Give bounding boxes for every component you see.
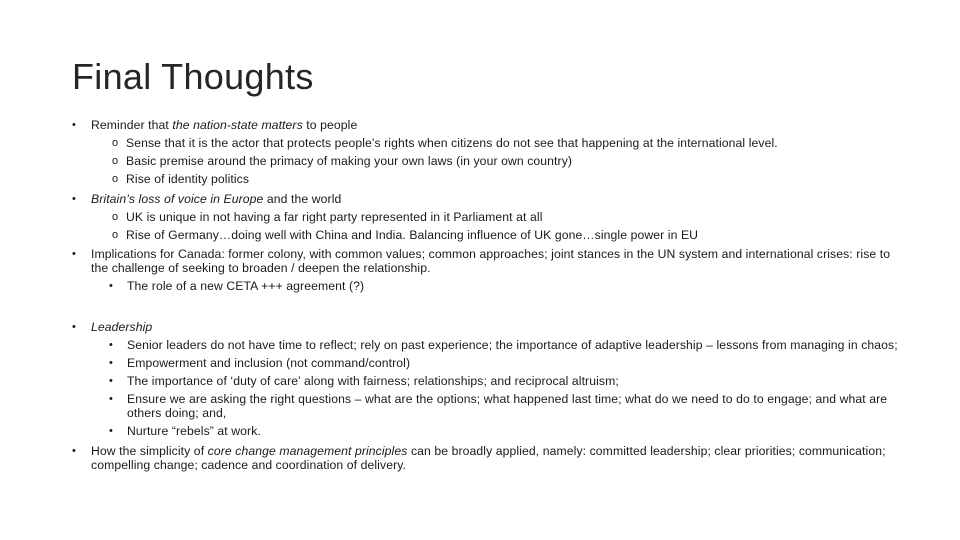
bullet-britain: [72, 192, 902, 206]
bullet-dot-icon: •: [109, 393, 113, 405]
sub-bullet-icon: o: [112, 229, 119, 241]
bullet-text-emphasis: the nation-state matters: [172, 118, 303, 132]
bullet-dot-icon: •: [72, 445, 76, 457]
bullet-text-post: to people: [302, 118, 358, 132]
slide-body: [72, 118, 902, 472]
bullet-text-post: and the world: [263, 192, 342, 206]
slide-title: Final Thoughts: [72, 56, 314, 97]
sub-bullet-text: Rise of Germany…doing well with China and India. Balancing influence of UK gone…single power in EU: [126, 228, 699, 242]
bullet-nation-state: [72, 118, 902, 132]
sub-bullet: [72, 136, 902, 150]
bullet-text-emphasis: Britain’s loss of voice in Europe: [91, 192, 264, 206]
bullet-text-post: can be broadly applied, namely: committed leadership; clear priorities; communication; compelling change; cadence and coordination of delivery.: [91, 444, 886, 472]
bullet-text-pre: How the simplicity of: [91, 444, 208, 458]
sub-bullet-icon: o: [112, 211, 119, 223]
sub-bullet-text: Senior leaders do not have time to reflect; rely on past experience; the importance of adaptive leadership – lessons from managing in chaos;: [127, 338, 898, 352]
sub-bullet: [72, 228, 902, 242]
bullet-dot-icon: •: [72, 193, 76, 205]
sub-bullet-text: Sense that it is the actor that protects people’s rights when citizens do not see that happening at the international level.: [126, 136, 778, 150]
sub-bullet: [72, 154, 902, 168]
bullet-text-pre: Reminder that: [91, 118, 173, 132]
bullet-dot-icon: •: [109, 280, 113, 292]
sub-bullet-icon: o: [112, 173, 119, 185]
bullet-dot-icon: •: [72, 321, 76, 333]
bullet-text-emphasis: core change management principles: [207, 444, 408, 458]
bullet-dot-icon: •: [109, 375, 113, 387]
bullet-dot-icon: •: [72, 248, 76, 260]
bullet-dot-icon: •: [109, 339, 113, 351]
sub-bullet: [72, 210, 902, 224]
sub-bullet: [72, 392, 902, 420]
bullet-dot-icon: •: [72, 119, 76, 131]
sub-bullet: [72, 338, 902, 352]
sub-bullet-text: Ensure we are asking the right questions – what are the options; what happened last time; what do we need to do to engage; and what are others doing; and,: [127, 392, 888, 420]
sub-bullet-icon: o: [112, 155, 119, 167]
bullet-dot-icon: •: [109, 425, 113, 437]
bullet-text-emphasis: Leadership: [91, 320, 153, 334]
sub-bullet: [72, 172, 902, 186]
bullet-leadership: [72, 320, 902, 334]
bullet-dot-icon: •: [109, 357, 113, 369]
sub-bullet: [72, 424, 902, 438]
bullet-canada: [72, 247, 902, 275]
sub-bullet: [72, 356, 902, 370]
sub-bullet: [72, 374, 902, 388]
sub-bullet-text: Nurture “rebels” at work.: [127, 424, 261, 438]
sub-bullet-icon: o: [112, 137, 119, 149]
bullet-change-management: [72, 444, 902, 472]
sub-bullet-text: Basic premise around the primacy of making your own laws (in your own country): [126, 154, 573, 168]
sub-bullet-text: The importance of ‘duty of care’ along with fairness; relationships; and reciprocal altruism;: [127, 374, 619, 388]
sub-bullet-text: Rise of identity politics: [126, 172, 250, 186]
sub-bullet-text: The role of a new CETA +++ agreement (?): [127, 279, 365, 293]
sub-bullet-text: UK is unique in not having a far right party represented in it Parliament at all: [126, 210, 543, 224]
bullet-text: Implications for Canada: former colony, with common values; common approaches; joint stances in the UN system and international crises: rise to the challenge of seeking to broaden / deepen the relationship.: [91, 247, 891, 275]
sub-bullet-text: Empowerment and inclusion (not command/control): [127, 356, 411, 370]
sub-bullet: [72, 279, 902, 293]
